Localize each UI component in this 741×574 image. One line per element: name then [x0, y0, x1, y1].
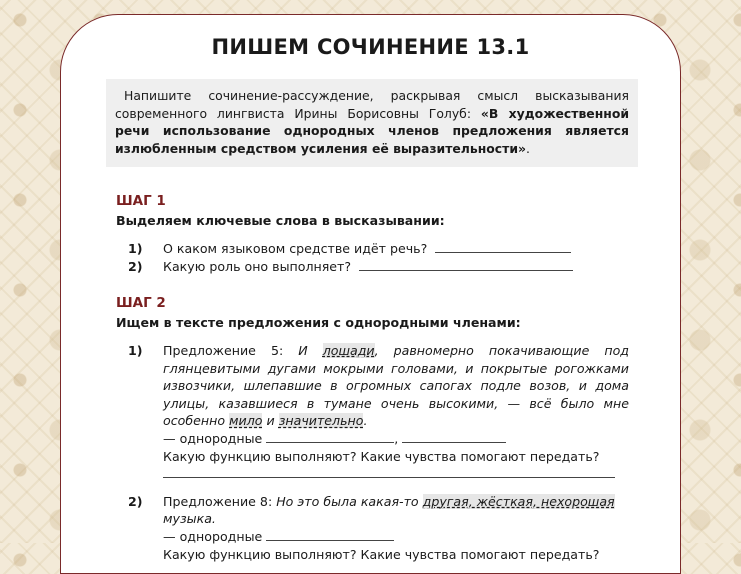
highlighted-word: значительно [278, 413, 364, 429]
highlighted-word: лошади [322, 343, 375, 358]
task-text: Напишите сочинение-рассуждение, раскрывая смысл высказывания современного лингвиста Ирины Борисовны Голуб: «В художественной речи использование однородных членов предложения является излюбленным средством усиления её выразительности». [115, 88, 630, 156]
highlighted-word: другая, жёсткая, нехорошая [422, 493, 615, 509]
step2-subheading: Ищем в тексте предложения с однородными членами: [116, 315, 521, 330]
answer-blank[interactable] [266, 430, 394, 443]
sentence-8: Предложение 8: Но это была какая-то другая, жёсткая, нехорошая музыка. [163, 493, 615, 527]
homogeneous-blank-row: — однородные , [163, 430, 629, 448]
homogeneous-blank-row: — однородные [163, 528, 629, 546]
answer-blank[interactable] [435, 240, 571, 253]
list-item: 1) О каком языковом средстве идёт речь? [116, 240, 629, 258]
step2-heading: ШАГ 2 [116, 295, 166, 311]
highlighted-word: мило [229, 413, 263, 429]
list-item: 2) Какую роль оно выполняет? [116, 258, 629, 276]
step2-list [116, 342, 629, 563]
answer-blank[interactable] [359, 258, 573, 271]
worksheet-page [60, 14, 681, 574]
answer-blank[interactable] [402, 430, 506, 443]
task-intro: Напишите сочинение-рассуждение, раскрывая смысл высказывания современного лингвиста Ирины Борисовны Голуб: [115, 88, 629, 121]
question-text: О каком языковом средстве идёт речь? [163, 241, 428, 256]
question-text: Какую роль оно выполняет? [163, 258, 352, 274]
sentence-5: Предложение 5: И лошади, равномерно покачивающие под глянцевитыми дугами мокрыми головами, и покрытые рогожками извозчики, шлепавшие в огромных сапогах подле возов, и дома улицы, казавшиеся в тумане очень высокими, — всё было мне особенно мило и значительно. [163, 343, 629, 429]
task-box [106, 79, 638, 167]
step1-list [116, 240, 629, 275]
list-item: 1) Предложение 5: И лошади, равномерно покачивающие под глянцевитыми дугами мокрыми головами, и покрытые рогожками извозчики, шлепавшие в огромных сапогах подле возов, и дома улицы, казавшиеся в тумане очень высокими, — всё было мне особенно мило и значительно. — однородные , Какую функцию выполняют? Какие чувства помогают передать? [116, 342, 629, 483]
list-item: 2) Предложение 8: Но это была какая-то другая, жёсткая, нехорошая музыка. — однородные Какую функцию выполняют? Какие чувства помогают передать? [116, 493, 629, 563]
step1-subheading: Выделяем ключевые слова в высказывании: [116, 213, 445, 228]
task-quote: «В художественной речи использование однородных членов предложения является излюбленным средством усиления её выразительности» [115, 105, 630, 156]
answer-blank[interactable] [163, 465, 615, 478]
function-question: Какую функцию выполняют? Какие чувства помогают передать? [163, 448, 600, 464]
function-question: Какую функцию выполняют? Какие чувства помогают передать? [163, 546, 600, 562]
step1-heading: ШАГ 1 [116, 193, 166, 209]
page-title: ПИШЕМ СОЧИНЕНИЕ 13.1 [211, 35, 530, 59]
answer-blank[interactable] [266, 528, 394, 541]
